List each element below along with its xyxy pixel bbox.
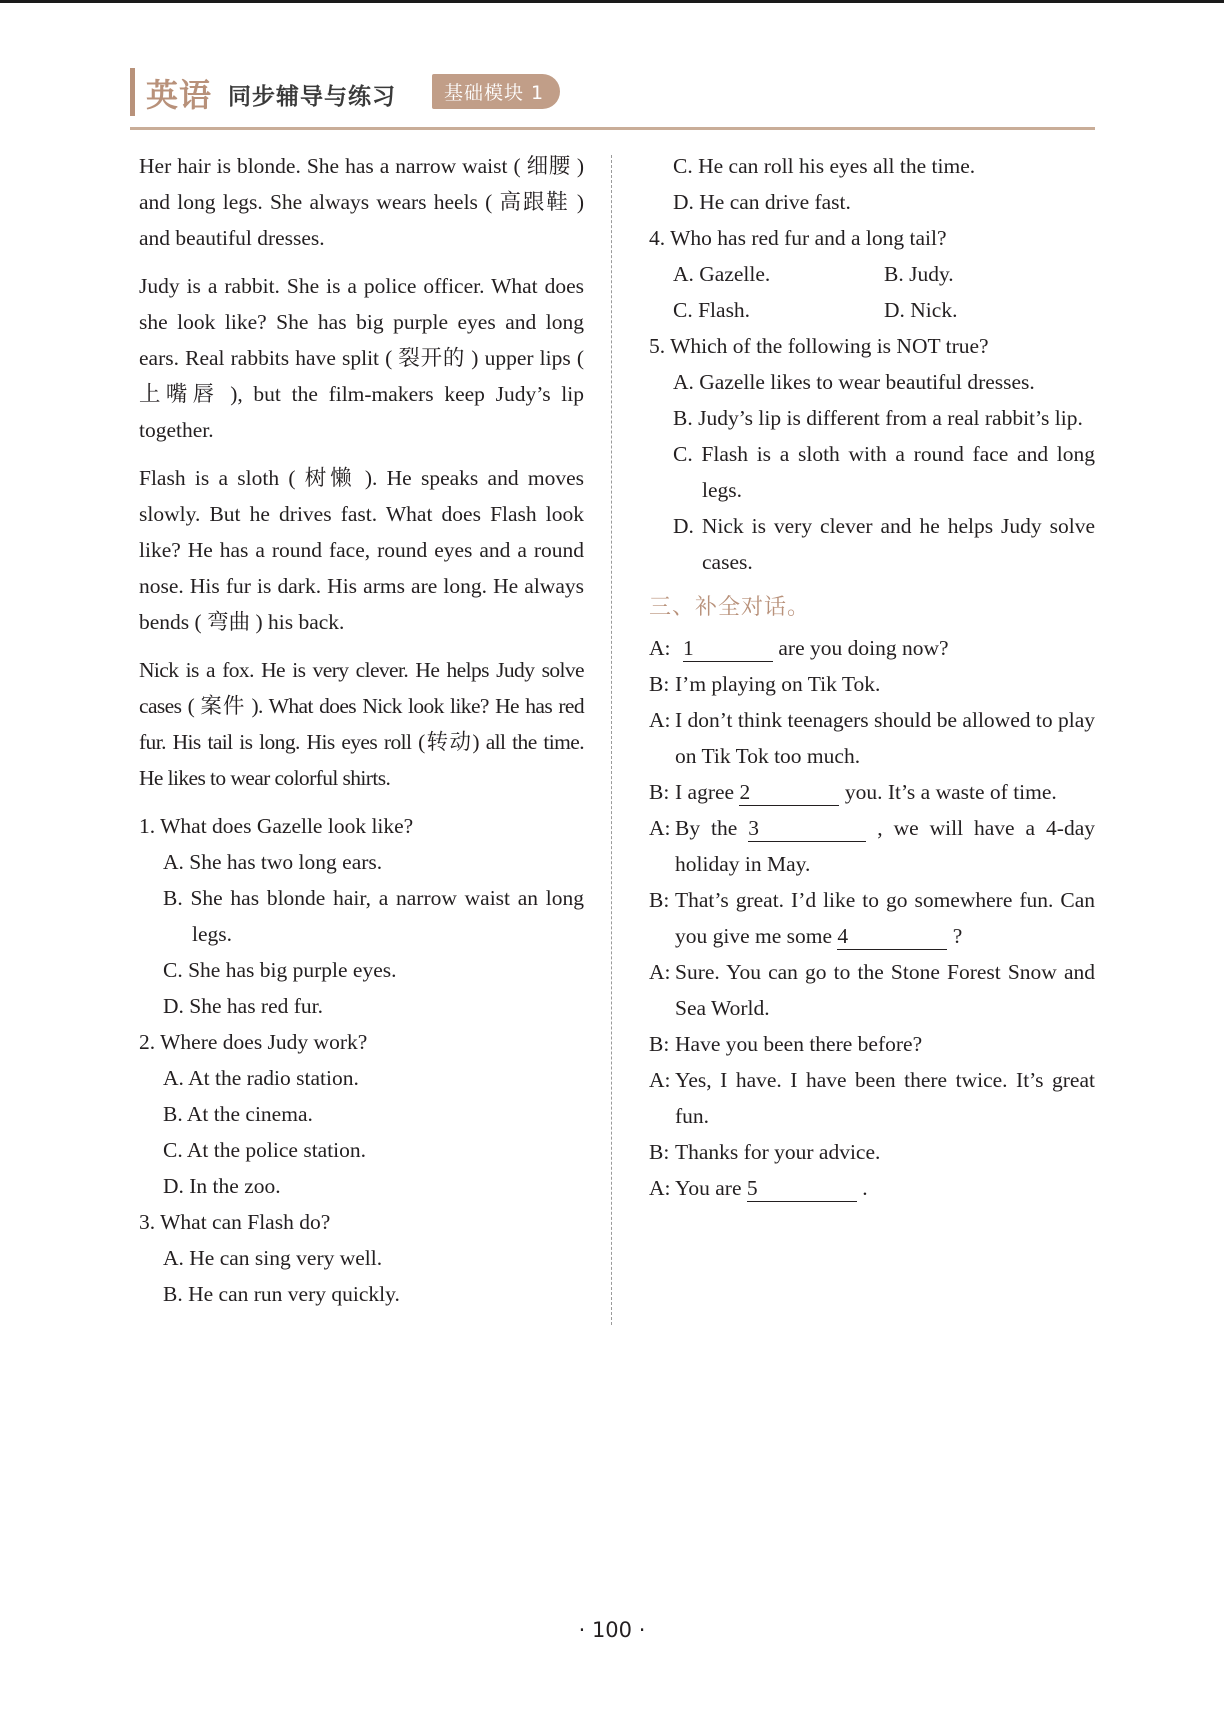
option: B. Judy’s lip is different from a real rabbit’s lip. <box>673 406 1083 430</box>
option: B. He can run very quickly. <box>163 1282 400 1306</box>
speaker-label: B: <box>649 780 670 804</box>
question-text: 4. Who has red fur and a long tail? <box>649 226 947 250</box>
speaker-label: B: <box>649 672 670 696</box>
right-column <box>649 148 1095 1206</box>
option: B. Judy. <box>884 262 954 286</box>
reading-paragraph: Judy is a rabbit. She is a police officer. What does she look like? She has big purple eyes and long ears. Real rabbits have split ( 裂开的 ) upper lips ( 上嘴唇 ), but the film-makers keep Judy’s lip together. <box>139 274 584 442</box>
dialogue-line <box>649 666 1095 702</box>
option: C. He can roll his eyes all the time. <box>673 154 976 178</box>
dialogue-line <box>649 702 1095 774</box>
question-text: 2. Where does Judy work? <box>139 1030 368 1054</box>
left-column <box>139 148 584 1312</box>
speaker-label: A: <box>649 960 671 984</box>
line-text: ? <box>947 924 963 948</box>
question-text: 1. What does Gazelle look like? <box>139 814 414 838</box>
reading-paragraph: Flash is a sloth ( 树懒 ). He speaks and moves slowly. But he drives fast. What does Flash look like? He has a round face, round eyes and a round nose. His fur is dark. His arms are long. He always bends ( 弯曲 ) his back. <box>139 466 584 634</box>
option: D. He can drive fast. <box>673 190 851 214</box>
line-text: I agree <box>675 780 740 804</box>
line-text: I’m playing on Tik Tok. <box>675 672 881 696</box>
line-text: I don’t think teenagers should be allowed to play on Tik Tok too much. <box>675 708 1095 768</box>
column-divider <box>611 155 612 1325</box>
answer-blank[interactable]: 2 <box>739 779 839 806</box>
question-4 <box>649 220 1095 328</box>
answer-blank[interactable]: 1 <box>683 635 773 662</box>
section-title: 三、补全对话。 <box>649 595 811 620</box>
reading-paragraph: Her hair is blonde. She has a narrow waist ( 细腰 ) and long legs. She always wears heels ( 高跟鞋 ) and beautiful dresses. <box>139 154 584 250</box>
question-text: 3. What can Flash do? <box>139 1210 331 1234</box>
line-text: Have you been there before? <box>675 1032 923 1056</box>
question-3-continued <box>649 148 1095 220</box>
option: A. At the radio station. <box>163 1066 359 1090</box>
option: D. Nick is very clever and he helps Judy solve cases. <box>673 514 1095 574</box>
answer-blank[interactable]: 3 <box>748 815 866 842</box>
header-accent-bar <box>130 68 135 116</box>
option: A. She has two long ears. <box>163 850 383 874</box>
option: C. At the police station. <box>163 1138 367 1162</box>
option: D. Nick. <box>884 298 958 322</box>
line-text: Sure. You can go to the Stone Forest Snow and Sea World. <box>675 960 1095 1020</box>
dialogue-line <box>649 774 1095 810</box>
line-text: you. It’s a waste of time. <box>839 780 1057 804</box>
line-text: By the <box>675 816 749 840</box>
dialogue-line <box>649 630 1095 666</box>
question-3 <box>139 1204 584 1312</box>
speaker-label: A: <box>649 1068 671 1092</box>
speaker-label: B: <box>649 1140 670 1164</box>
option-row <box>649 292 1095 328</box>
page-header <box>130 66 1095 122</box>
option: C. Flash is a sloth with a round face and long legs. <box>673 442 1095 502</box>
question-1 <box>139 808 584 1024</box>
option: C. She has big purple eyes. <box>163 958 397 982</box>
reading-paragraph: Nick is a fox. He is very clever. He helps Judy solve cases ( 案件 ). What does Nick look like? He has red fur. His tail is long. His eyes roll (转动) all the time. He likes to wear colorful shirts. <box>139 658 584 790</box>
dialogue-line <box>649 1062 1095 1134</box>
option: B. At the cinema. <box>163 1102 313 1126</box>
line-text: . <box>856 1176 868 1200</box>
line-text: , we will have a 4-day holiday in May. <box>675 816 1095 876</box>
option: C. Flash. <box>673 298 751 322</box>
question-5 <box>649 328 1095 580</box>
option: D. In the zoo. <box>163 1174 281 1198</box>
answer-blank[interactable]: 5 <box>747 1175 857 1202</box>
line-text: That’s great. I’d like to go somewhere fun. Can you give me some <box>675 888 1095 948</box>
dialogue-line <box>649 1026 1095 1062</box>
line-text: Yes, I have. I have been there twice. It’s great fun. <box>675 1068 1095 1128</box>
speaker-label: A: <box>649 636 671 660</box>
speaker-label: A: <box>649 816 671 840</box>
line-text: Thanks for your advice. <box>675 1140 881 1164</box>
option: B. She has blonde hair, a narrow waist an long legs. <box>163 886 584 946</box>
option: A. Gazelle. <box>673 262 771 286</box>
line-text: are you doing now? <box>773 636 949 660</box>
option: D. She has red fur. <box>163 994 324 1018</box>
speaker-label: A: <box>649 1176 671 1200</box>
dialogue-line <box>649 882 1095 954</box>
dialogue <box>649 630 1095 1206</box>
page-number: · 100 · <box>578 1618 646 1642</box>
header-subtitle: 同步辅导与练习 <box>228 84 396 110</box>
option: A. He can sing very well. <box>163 1246 383 1270</box>
question-2 <box>139 1024 584 1204</box>
top-border <box>0 0 1224 3</box>
line-text: You are <box>675 1176 747 1200</box>
dialogue-line <box>649 810 1095 882</box>
header-badge: 基础模块 1 <box>432 74 560 109</box>
speaker-label: A: <box>649 708 671 732</box>
header-divider <box>130 127 1095 130</box>
answer-blank[interactable]: 4 <box>837 923 947 950</box>
speaker-label: B: <box>649 1032 670 1056</box>
question-text: 5. Which of the following is NOT true? <box>649 334 989 358</box>
speaker-label: B: <box>649 888 670 912</box>
dialogue-line <box>649 954 1095 1026</box>
header-brand: 英语 <box>146 76 213 114</box>
option-row <box>649 256 1095 292</box>
dialogue-line <box>649 1170 1095 1206</box>
option: A. Gazelle likes to wear beautiful dresses. <box>673 370 1035 394</box>
dialogue-line <box>649 1134 1095 1170</box>
